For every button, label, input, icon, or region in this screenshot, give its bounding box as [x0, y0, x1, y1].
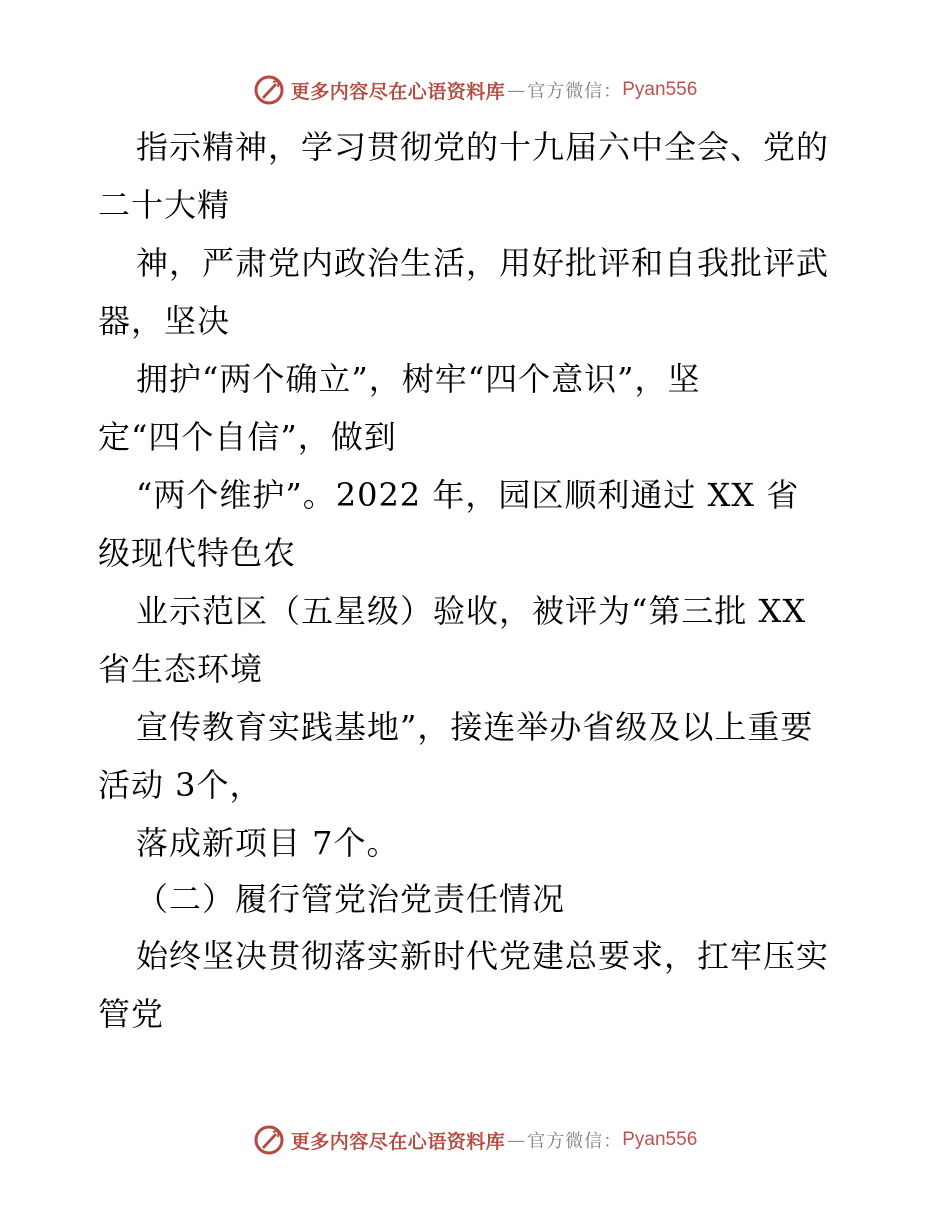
- body-line: 落成新项目 7个。: [136, 824, 400, 862]
- body-line: 管党: [98, 995, 165, 1033]
- body-line: 级现代特色农: [98, 534, 297, 572]
- body-line: 活动 3个，: [98, 766, 263, 804]
- header-dash: —: [507, 79, 526, 101]
- body-line: 器，坚决: [98, 302, 231, 340]
- body-line: “两个维护”。2022 年，园区顺利通过 XX 省: [136, 476, 800, 514]
- page-footer-watermark: [0, 1120, 950, 1160]
- section-heading: （二）履行管党治党责任情况: [136, 880, 566, 918]
- body-line: 宣传教育实践基地”，接连举办省级及以上重要: [136, 708, 814, 746]
- body-line: 二十大精: [98, 186, 231, 224]
- footer-brand-text: 更多内容尽在心语资料库: [290, 1130, 506, 1153]
- document-body: [98, 118, 858, 1043]
- body-line: 定“四个自信”，做到: [98, 418, 397, 456]
- header-brand-text: 更多内容尽在心语资料库: [290, 80, 506, 103]
- body-line: 指示精神，学习贯彻党的十九届六中全会、党的: [136, 128, 830, 166]
- body-line: 业示范区（五星级）验收，被评为“第三批 XX: [136, 592, 807, 630]
- footer-wechat-id: Pyan556: [622, 1129, 698, 1150]
- header-wechat-id: Pyan556: [622, 79, 698, 100]
- body-line: 拥护“两个确立”，树牢“四个意识”，坚: [136, 360, 701, 398]
- header-wechat-label: 官方微信：: [527, 81, 623, 102]
- body-line: 神，严肃党内政治生活，用好批评和自我批评武: [136, 244, 830, 282]
- page-header-watermark: [0, 70, 950, 110]
- body-line: 省生态环境: [98, 650, 264, 688]
- body-line: 始终坚决贯彻落实新时代党建总要求，扛牢压实: [136, 937, 830, 975]
- quill-logo-icon: [253, 1124, 285, 1156]
- footer-dash: —: [507, 1129, 526, 1151]
- quill-logo-icon: [253, 74, 285, 106]
- footer-wechat-label: 官方微信：: [527, 1131, 623, 1152]
